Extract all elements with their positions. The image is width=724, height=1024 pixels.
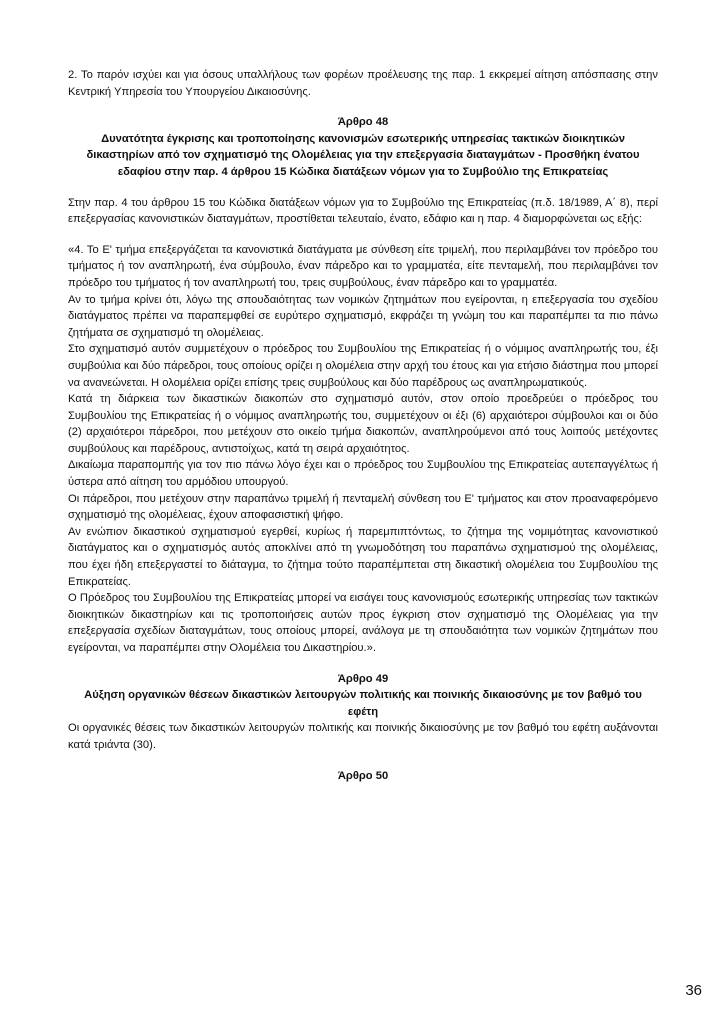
article-49-heading: Αύξηση οργανικών θέσεων δικαστικών λειτουργών πολιτικής και ποινικής δικαιοσύνης με τον βαθμό του εφέτη bbox=[84, 689, 642, 718]
article-48-quoted-paragraph: Στο σχηματισμό αυτόν συμμετέχουν ο πρόεδρος του Συμβουλίου της Επικρατείας ή ο νόμιμος αναπληρωτής του, έξι συμβούλια και δύο πάρεδροι, τους οποίους ορίζει η ολομέλεια στην αρχή του έτους και για ετήσιο διάστημα που μπορεί να ανανεώνεται. Η ολομέλεια ορίζει επίσης τρεις συμβούλους και δύο παρέδρους ως αναπληρωματικούς. bbox=[68, 343, 658, 389]
article-48-quoted-paragraph: Αν το τμήμα κρίνει ότι, λόγω της σπουδαιότητας των νομικών ζητημάτων που εγείρονται, η επεξεργασία του σχεδίου διατάγματος πρέπει να παραπεμφθεί σε ευρύτερο σχηματισμό, εκφράζει τη γνώμη του και παραπέμπει τα πιο πάνω ζητήματα σε σχηματισμό τη ολομέλειας. bbox=[68, 293, 658, 339]
article-48-quoted-paragraph: Δικαίωμα παραπομπής για τον πιο πάνω λόγο έχει και ο πρόεδρος του Συμβουλίου της Επικρατείας αυτεπαγγέλτως ή ύστερα από αίτηση του αρμόδιου υπουργού. bbox=[68, 459, 658, 489]
article-49-body: Οι οργανικές θέσεις των δικαστικών λειτουργών πολιτικής και ποινικής δικαιοσύνης με τον βαθμό του εφέτη αυξάνονται κατά τριάντα (30). bbox=[68, 722, 658, 751]
article-48-quoted-paragraph: Αν ενώπιον δικαστικού σχηματισμού εγερθεί, κυρίως ή παρεμπιπτόντως, το ζήτημα της νομιμότητας κανονιστικού διατάγματος και ο σχηματισμός αυτός αποκλίνει από τη γνωμοδότηση του παραπάνω σχηματισμού της ολομέλειας, που έχει ήδη επεξεργαστεί το διάταγμα, το ζήτημα τούτο παραπέμπεται στη δικαστική ολομέλεια του Συμβουλίου της Επικρατείας. bbox=[68, 525, 658, 588]
article-48-heading: Δυνατότητα έγκρισης και τροποποίησης κανονισμών εσωτερικής υπηρεσίας τακτικών διοικητικών δικαστηρίων από τον σχηματισμό της Ολομέλειας για την επεξεργασία διαταγμάτων - Προσθήκη ένατου εδαφίου στην παρ. 4 άρθρου 15 Κώδικα διατάξεων νόμων για το Συμβούλιο της Επικρατείας bbox=[86, 132, 640, 178]
article-48-body: Στην παρ. 4 του άρθρου 15 του Κώδικα διατάξεων νόμων για το Συμβούλιο της Επικρατείας (π.δ. 18/1989, Α΄ 8), περί επεξεργασίας κανονιστικών διαταγμάτων, προστίθεται τελευταίο, ένατο, εδάφιο και η παρ. 4 διαμορφώνεται ως εξής: bbox=[68, 196, 658, 226]
intro-paragraph: 2. Το παρόν ισχύει και για όσους υπαλλήλους των φορέων προέλευσης της παρ. 1 εκκρεμεί αίτηση απόσπασης στην Κεντρική Υπηρεσία του Υπουργείου Δικαιοσύνης. bbox=[68, 69, 658, 98]
article-48-quoted-paragraph: Ο Πρόεδρος του Συμβουλίου της Επικρατείας μπορεί να εισάγει τους κανονισμούς εσωτερικής υπηρεσίας των τακτικών διοικητικών δικαστηρίων και τις τροποποιήσεις αυτών προς έγκριση στον σχηματισμό της Ολομέλειας για την επεξεργασία σχεδίων διαταγμάτων, τους οποίους μπορεί, ανάλογα με τη σπουδαιότητα των νομικών ζητημάτων που εγείρονται, να παραπέμπει στην Ολομέλεια του Δικαστηρίου.». bbox=[68, 592, 658, 654]
page-number: 36 bbox=[685, 982, 702, 999]
article-48-quoted-paragraph: «4. Το Ε' τμήμα επεξεργάζεται τα κανονιστικά διατάγματα με σύνθεση είτε τριμελή, που περιλαμβάνει τον πρόεδρο του τμήματος ή τον αναπληρωτή, ένα σύμβουλο, έναν πάρεδρο και το γραμματέα, είτε πενταμελή, που περιλαμβάνει τον πρόεδρο του τμήματος ή τον αναπληρωτή του, τρεις συμβούλους, έναν πάρεδρο και το γραμματέα. bbox=[68, 243, 658, 289]
document-page bbox=[68, 67, 658, 784]
article-48-quoted-paragraph: Οι πάρεδροι, που μετέχουν στην παραπάνω τριμελή ή πενταμελή σύνθεση του Ε' τμήματος και στον προαναφερόμενο σχηματισμό της ολομέλειας, έχουν αποφασιστική ψήφο. bbox=[68, 492, 658, 522]
article-50-number: Άρθρο 50 bbox=[337, 769, 389, 782]
article-49-number: Άρθρο 49 bbox=[337, 672, 389, 685]
article-48-number: Άρθρο 48 bbox=[337, 116, 389, 129]
article-48-quoted-paragraph: Κατά τη διάρκεια των δικαστικών διακοπών στο σχηματισμό αυτόν, στον οποίο προεδρεύει ο πρόεδρος του Συμβουλίου της Επικρατείας ή ο νόμιμος αναπληρωτής του, συμμετέχουν οι έξι (6) αρχαιότεροι σύμβουλοι και οι δύο (2) αρχαιότεροι πάρεδροι, που μετέχουν στο οικείο τμήμα διακοπών, αναπληρούμενοι από τους λοιπούς μετέχοντες συμβούλους και παρέδρους, αντιστοίχως, κατά τη σειρά αρχαιότητος. bbox=[68, 393, 658, 455]
